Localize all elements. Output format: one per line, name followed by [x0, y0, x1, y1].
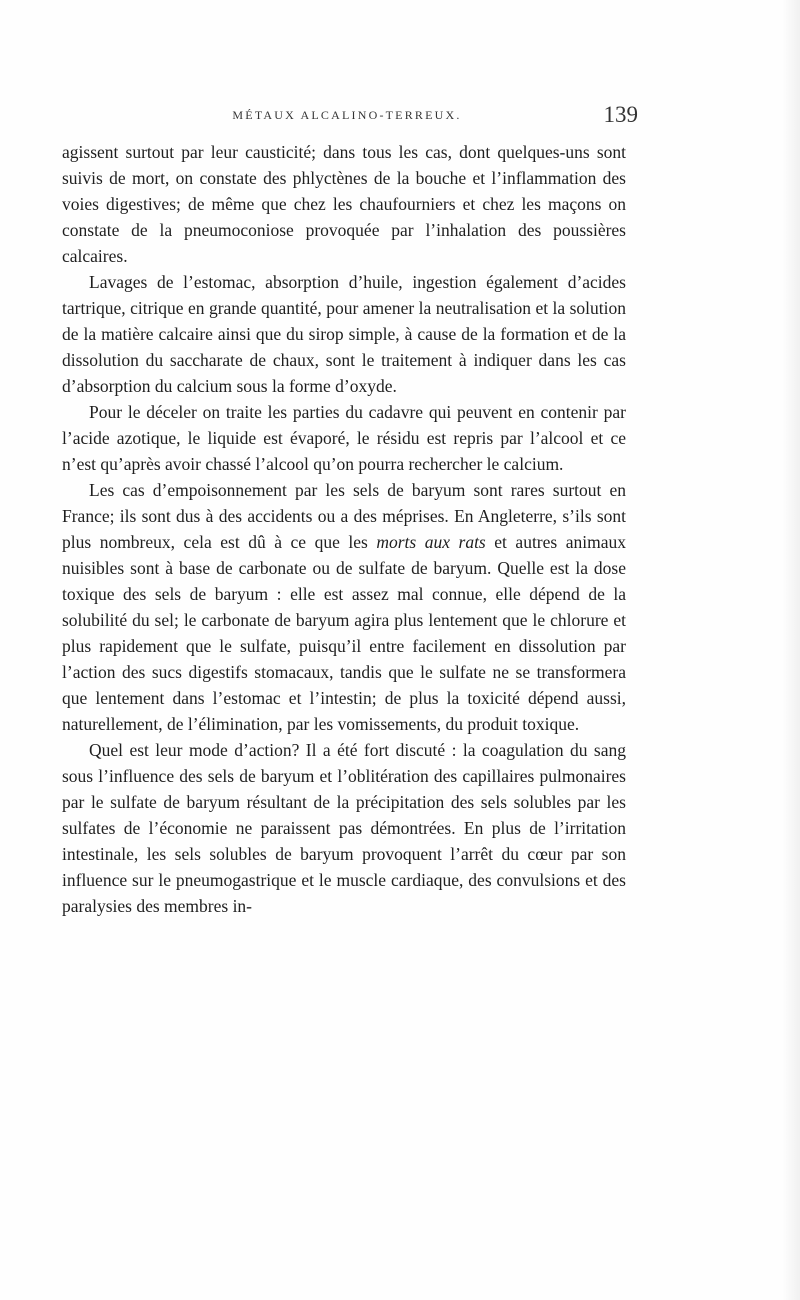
- paragraph-treatment: Lavages de l’estomac, absorption d’huile, ingestion également d’acides tartrique, citrique en grande quantité, pour amener la neutralisation et la solution de la matière calcaire ainsi que du sirop simple, à cause de la formation et de la dissolution du saccharate de chaux, sont le traitement à indiquer dans les cas d’absorption du calcium sous la forme d’oxyde.: [62, 272, 626, 396]
- running-title: MÉTAUX ALCALINO-TERREUX.: [232, 108, 462, 122]
- page-edge-shadow: [782, 0, 800, 1300]
- paragraph-text-after: et autres animaux nuisibles sont à base de carbonate ou de sulfate de baryum. Quelle est la dose toxique des sels de baryum : elle est assez mal connue, elle dépend de la solubilité du sel; le carbonate de baryum agira plus lentement que le chlorure et plus rapidement que le sulfate, puisqu’il entre facilement en dissolution par l’action des sucs digestifs stomacaux, tandis que le sulfate ne se transformera que lentement dans l’estomac et l’intestin; de plus la toxicité dépend aussi, naturellement, de l’élimination, par les vomissements, du produit toxique.: [62, 532, 626, 734]
- paragraph-continuation: agissent surtout par leur causticité; dans tous les cas, dont quelques-uns sont suivis de mort, on constate des phlyctènes de la bouche et l’inflammation des voies digestives; de même que chez les chaufourniers et chez les maçons on constate de la pneumoconiose provoquée par l’inhalation des poussières calcaires.: [62, 142, 626, 266]
- italic-term: morts aux rats: [376, 532, 486, 552]
- page-number: 139: [603, 102, 638, 127]
- paragraph-text-before: Les cas d’empoisonnement par les sels de baryum sont rares surtout en France; ils sont dus à des accidents ou a des méprises. En Angleterre, s’ils sont plus nombreux, cela est dû à ce que les: [62, 480, 626, 552]
- body-text: [62, 139, 626, 919]
- running-head: [62, 102, 638, 134]
- paragraph-baryum-cases: [62, 477, 626, 737]
- paragraph-mode-of-action: Quel est leur mode d’action? Il a été fort discuté : la coagulation du sang sous l’influence des sels de baryum et l’oblitération des capillaires pulmonaires par le sulfate de baryum résultant de la précipitation des sels solubles par les sulfates de l’économie ne paraissent pas démontrées. En plus de l’irritation intestinale, les sels solubles de baryum provoquent l’arrêt du cœur par son influence sur le pneumogastrique et le muscle cardiaque, des convulsions et des paralysies des membres in-: [62, 740, 626, 916]
- paragraph-detection: Pour le déceler on traite les parties du cadavre qui peuvent en contenir par l’acide azotique, le liquide est évaporé, le résidu est repris par l’alcool et ce n’est qu’après avoir chassé l’alcool qu’on pourra rechercher le calcium.: [62, 402, 626, 474]
